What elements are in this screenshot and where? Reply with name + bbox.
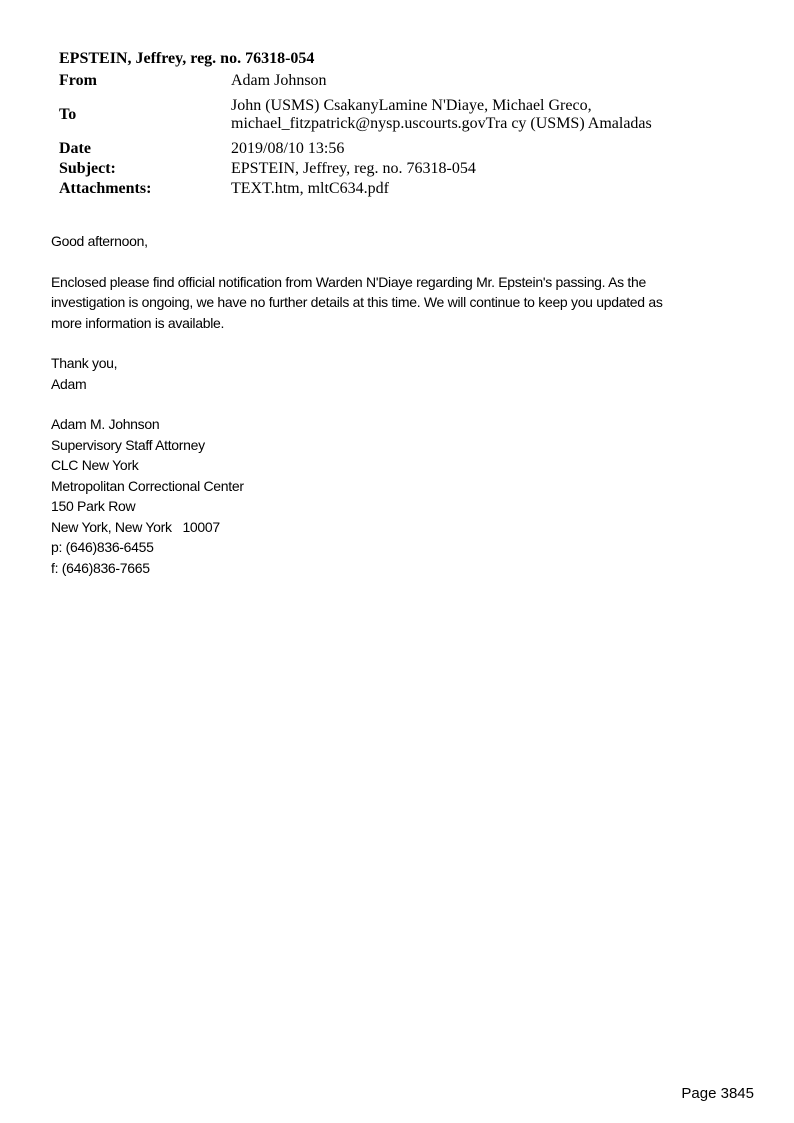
paragraph-line: Enclosed please find official notification from Warden N'Diaye regarding Mr. Epstein's passing. As the [51, 273, 646, 290]
to-label: To [59, 106, 77, 123]
to-recipients-line-1: John (USMS) CsakanyLamine N'Diaye, Michael Greco, [231, 97, 592, 114]
attachments-value: TEXT.htm, mltC634.pdf [231, 180, 389, 197]
signature-title: Supervisory Staff Attorney [51, 436, 205, 453]
paragraph-line: more information is available. [51, 314, 225, 331]
to-recipients-line-2: michael_fitzpatrick@nysp.uscourts.govTra cy (USMS) Amaladas [231, 115, 652, 132]
subject-label: Subject: [59, 160, 116, 177]
main-paragraph [51, 272, 751, 334]
from-value: Adam Johnson [231, 72, 327, 89]
closing-block [51, 353, 751, 394]
from-label: From [59, 72, 97, 89]
to-row [55, 91, 751, 139]
page-number: Page 3845 [681, 1085, 754, 1102]
signature-fax: f: (646)836-7665 [51, 559, 150, 576]
paragraph-line: investigation is ongoing, we have no further details at this time. We will continue to keep you updated as [51, 294, 663, 310]
greeting: Good afternoon, [51, 233, 148, 249]
closing: Thank you, [51, 355, 118, 371]
signature-facility: Metropolitan Correctional Center [51, 477, 244, 494]
signature-name: Adam M. Johnson [51, 416, 160, 432]
signature-city: New York, New York 10007 [51, 518, 220, 535]
date-row [55, 139, 751, 159]
date-label: Date [59, 140, 91, 157]
closing-name: Adam [51, 375, 87, 392]
email-title: EPSTEIN, Jeffrey, reg. no. 76318-054 [59, 50, 315, 67]
to-value [231, 91, 751, 139]
subject-row [55, 159, 751, 179]
date-value: 2019/08/10 13:56 [231, 140, 345, 157]
email-body [51, 231, 751, 598]
from-row [55, 71, 751, 91]
attachments-row [55, 179, 751, 199]
signature-block [51, 414, 751, 578]
signature-office: CLC New York [51, 457, 139, 473]
attachments-label: Attachments: [59, 180, 152, 197]
signature-phone: p: (646)836-6455 [51, 539, 154, 555]
subject-value: EPSTEIN, Jeffrey, reg. no. 76318-054 [231, 160, 476, 177]
email-meta-table [55, 71, 751, 199]
email-header [55, 49, 755, 199]
signature-street: 150 Park Row [51, 498, 136, 514]
